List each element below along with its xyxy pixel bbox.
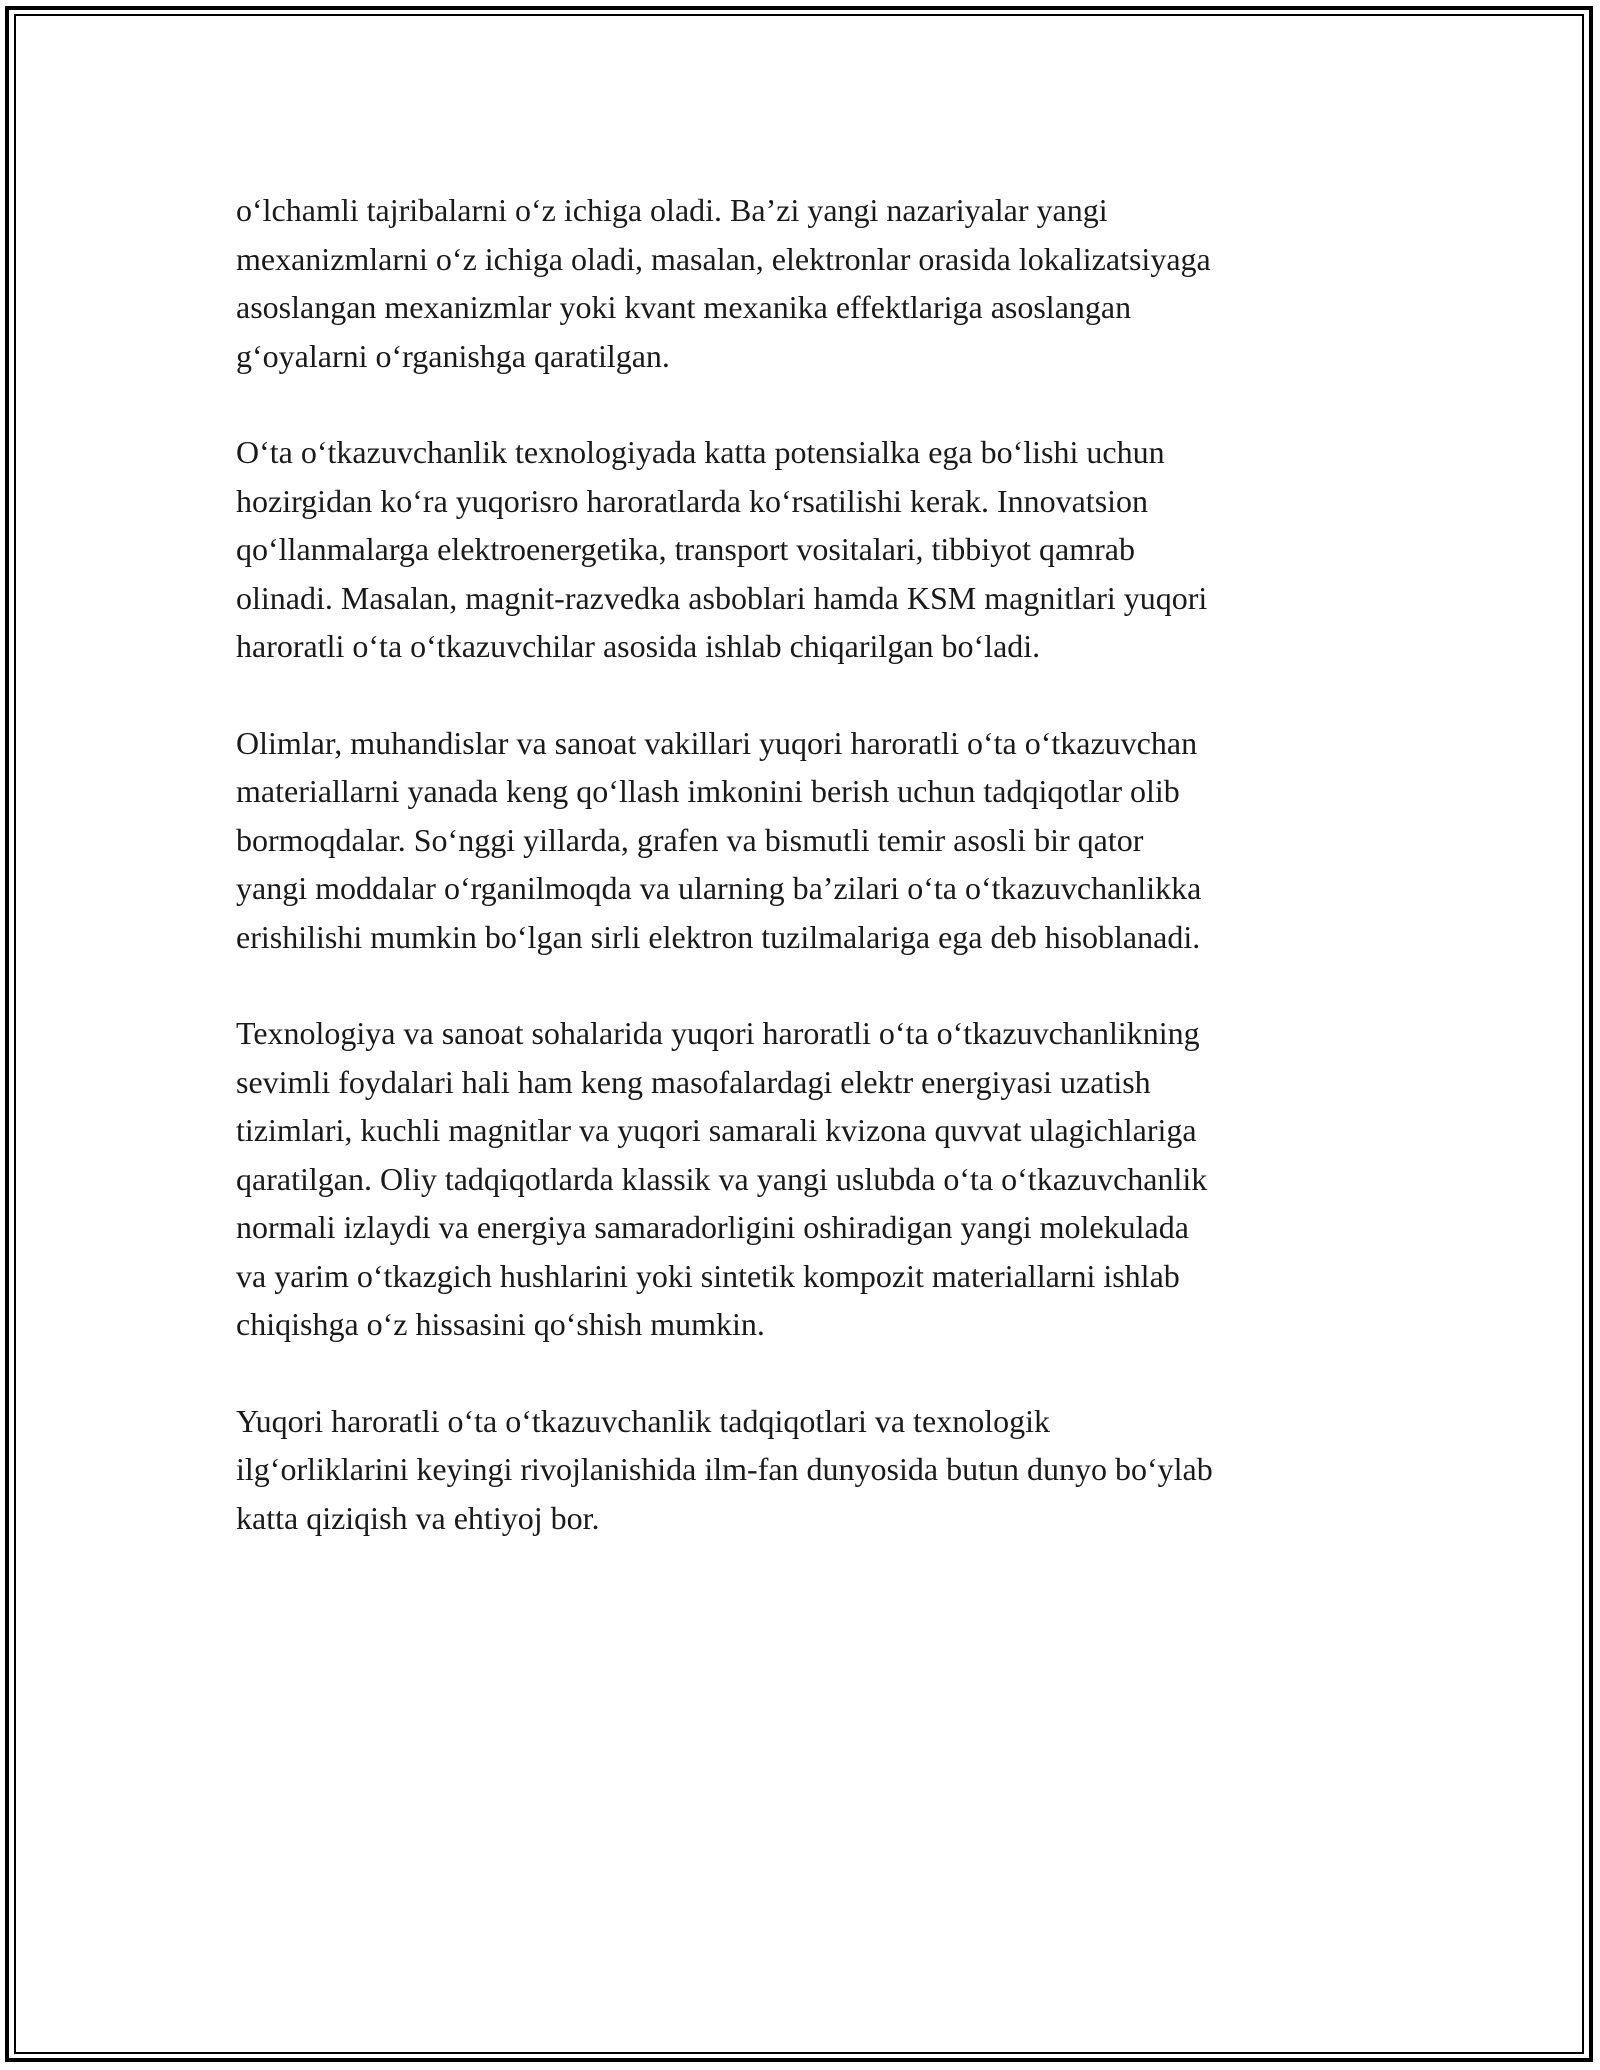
- text-line: Olimlar, muhandislar va sanoat vakillari yuqori haroratli o‘ta o‘tkazuvchan: [236, 724, 1198, 761]
- text-line: va yarim o‘tkazgich hushlarini yoki sintetik kompozit materiallarni ishlab: [236, 1257, 1180, 1294]
- text-line: mexanizmlarni o‘z ichiga oladi, masalan, elektronlar orasida lokalizatsiyaga: [236, 240, 1211, 277]
- text-line: tizimlari, kuchli magnitlar va yuqori samarali kvizona quvvat ulagichlariga: [236, 1112, 1197, 1148]
- paragraph-4: [236, 1009, 1386, 1349]
- text-line: Yuqori haroratli o‘ta o‘tkazuvchanlik tadqiqotlari va texnologik: [236, 1402, 1050, 1439]
- text-line: qaratilgan. Oliy tadqiqotlarda klassik va yangi uslubda o‘ta o‘tkazuvchanlik: [236, 1160, 1208, 1197]
- text-line: haroratli o‘ta o‘tkazuvchilar asosida ishlab chiqarilgan bo‘ladi.: [236, 628, 1041, 664]
- text-line: g‘oyalarni o‘rganishga qaratilgan.: [236, 337, 670, 374]
- text-line: yangi moddalar o‘rganilmoqda va ularning ba’zilari o‘ta o‘tkazuvchanlikka: [236, 870, 1202, 906]
- text-line: Texnologiya va sanoat sohalarida yuqori haroratli o‘ta o‘tkazuvchanlikning: [236, 1015, 1200, 1051]
- text-line: o‘lchamli tajribalarni o‘z ichiga oladi. Ba’zi yangi nazariyalar yangi: [236, 192, 1108, 228]
- paragraph-1: [236, 186, 1386, 380]
- text-line: normali izlaydi va energiya samaradorligini oshiradigan yangi molekulada: [236, 1209, 1189, 1245]
- text-line: qo‘llanmalarga elektroenergetika, transport vositalari, tibbiyot qamrab: [236, 531, 1135, 567]
- text-line: O‘ta o‘tkazuvchanlik texnologiyada katta potensialka ega bo‘lishi uchun: [236, 434, 1165, 470]
- text-line: materiallarni yanada keng qo‘llash imkonini berish uchun tadqiqotlar olib: [236, 773, 1180, 809]
- text-line: chiqishga o‘z hissasini qo‘shish mumkin.: [236, 1306, 765, 1342]
- text-line: olinadi. Masalan, magnit-razvedka asboblari hamda KSM magnitlari yuqori: [236, 579, 1208, 616]
- text-line: ilg‘orliklarini keyingi rivojlanishida ilm-fan dunyosida butun dunyo bo‘ylab: [236, 1451, 1213, 1487]
- paragraph-2: [236, 428, 1386, 671]
- document-body: [236, 186, 1386, 1590]
- text-line: sevimli foydalari hali ham keng masofalardagi elektr energiyasi uzatish: [236, 1063, 1151, 1100]
- paragraph-5: [236, 1397, 1386, 1543]
- text-line: katta qiziqish va ehtiyoj bor.: [236, 1499, 600, 1536]
- text-line: asoslangan mexanizmlar yoki kvant mexanika effektlariga asoslangan: [236, 289, 1132, 325]
- text-line: erishilishi mumkin bo‘lgan sirli elektron tuzilmalariga ega deb hisoblanadi.: [236, 918, 1201, 955]
- paragraph-3: [236, 719, 1386, 962]
- text-line: hozirgidan ko‘ra yuqorisro haroratlarda ko‘rsatilishi kerak. Innovatsion: [236, 482, 1149, 519]
- text-line: bormoqdalar. So‘nggi yillarda, grafen va bismutli temir asosli bir qator: [236, 821, 1144, 858]
